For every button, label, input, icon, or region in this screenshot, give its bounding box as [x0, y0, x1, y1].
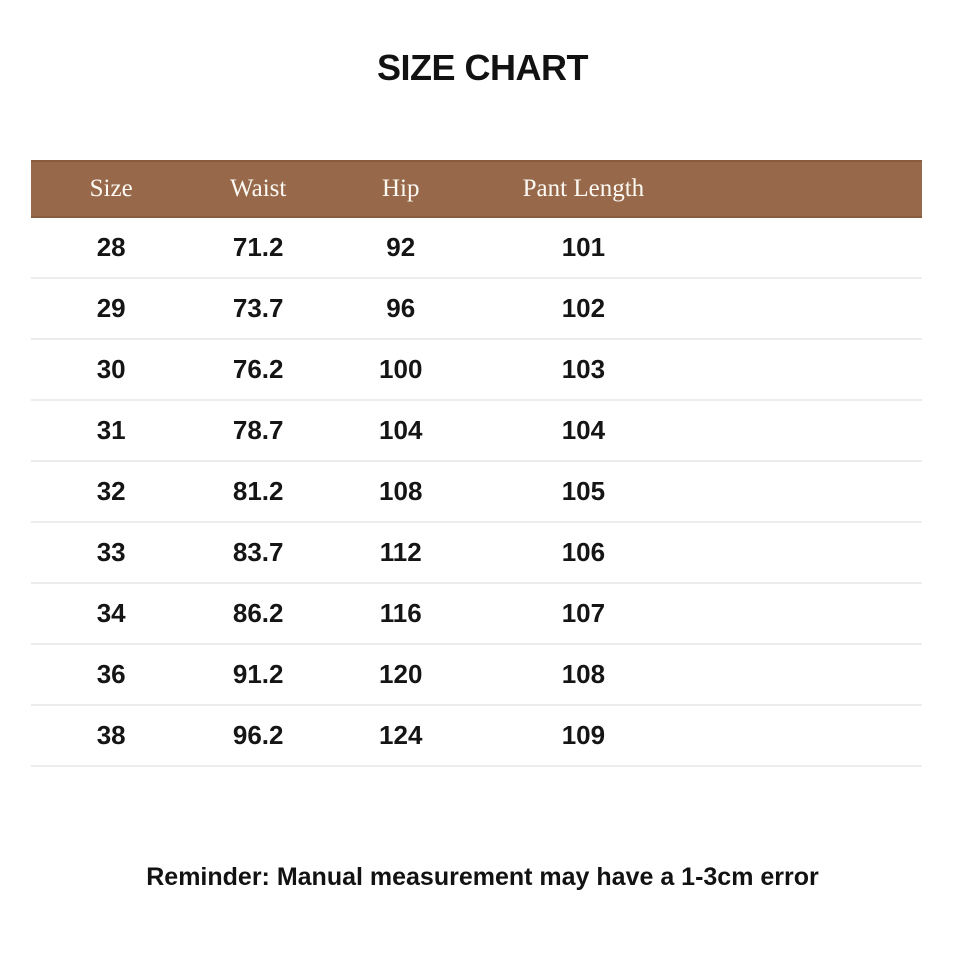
- table-cell-hip: 92: [325, 217, 476, 278]
- table-cell-size: 28: [31, 217, 191, 278]
- reminder-text: Reminder: Manual measurement may have a 1-3cm error: [146, 863, 819, 891]
- table-row: [31, 644, 922, 705]
- table-cell-spacer: [690, 522, 922, 583]
- table-cell-pant-length: 106: [476, 522, 690, 583]
- table-cell-hip: 96: [325, 278, 476, 339]
- table-cell-size: 31: [31, 400, 191, 461]
- table-header-row: [31, 161, 922, 217]
- column-header-spacer: [690, 161, 922, 217]
- column-header-hip: Hip: [325, 161, 476, 217]
- table-cell-waist: 78.7: [191, 400, 325, 461]
- column-header-waist: Waist: [191, 161, 325, 217]
- table-cell-size: 36: [31, 644, 191, 705]
- table-cell-spacer: [690, 705, 922, 766]
- table-row: [31, 583, 922, 644]
- table-cell-size: 29: [31, 278, 191, 339]
- table-cell-size: 33: [31, 522, 191, 583]
- table-row: [31, 461, 922, 522]
- table-cell-size: 38: [31, 705, 191, 766]
- table-cell-waist: 81.2: [191, 461, 325, 522]
- table-cell-hip: 124: [325, 705, 476, 766]
- page-title: SIZE CHART: [377, 47, 588, 88]
- table-cell-pant-length: 102: [476, 278, 690, 339]
- table-cell-waist: 86.2: [191, 583, 325, 644]
- table-cell-spacer: [690, 400, 922, 461]
- table-cell-pant-length: 109: [476, 705, 690, 766]
- table-cell-hip: 112: [325, 522, 476, 583]
- table-cell-waist: 83.7: [191, 522, 325, 583]
- table-row: [31, 217, 922, 278]
- table-cell-waist: 76.2: [191, 339, 325, 400]
- table-cell-waist: 73.7: [191, 278, 325, 339]
- table-row: [31, 339, 922, 400]
- table-cell-size: 32: [31, 461, 191, 522]
- column-header-pant-length: Pant Length: [476, 161, 690, 217]
- table-cell-waist: 91.2: [191, 644, 325, 705]
- table-row: [31, 400, 922, 461]
- table-cell-spacer: [690, 217, 922, 278]
- table-cell-spacer: [690, 461, 922, 522]
- table-cell-spacer: [690, 339, 922, 400]
- table-cell-hip: 104: [325, 400, 476, 461]
- table-cell-pant-length: 104: [476, 400, 690, 461]
- table-cell-pant-length: 108: [476, 644, 690, 705]
- table-cell-pant-length: 105: [476, 461, 690, 522]
- table-cell-pant-length: 101: [476, 217, 690, 278]
- column-header-size: Size: [31, 161, 191, 217]
- table-cell-size: 34: [31, 583, 191, 644]
- table-cell-waist: 71.2: [191, 217, 325, 278]
- table-cell-hip: 120: [325, 644, 476, 705]
- table-row: [31, 522, 922, 583]
- table-cell-hip: 100: [325, 339, 476, 400]
- table-cell-spacer: [690, 644, 922, 705]
- table-cell-spacer: [690, 278, 922, 339]
- table-cell-waist: 96.2: [191, 705, 325, 766]
- table-cell-hip: 116: [325, 583, 476, 644]
- table-row: [31, 705, 922, 766]
- table-cell-size: 30: [31, 339, 191, 400]
- table-cell-spacer: [690, 583, 922, 644]
- table-cell-pant-length: 103: [476, 339, 690, 400]
- table-cell-hip: 108: [325, 461, 476, 522]
- table-row: [31, 278, 922, 339]
- size-chart-table: [31, 160, 922, 767]
- table-cell-pant-length: 107: [476, 583, 690, 644]
